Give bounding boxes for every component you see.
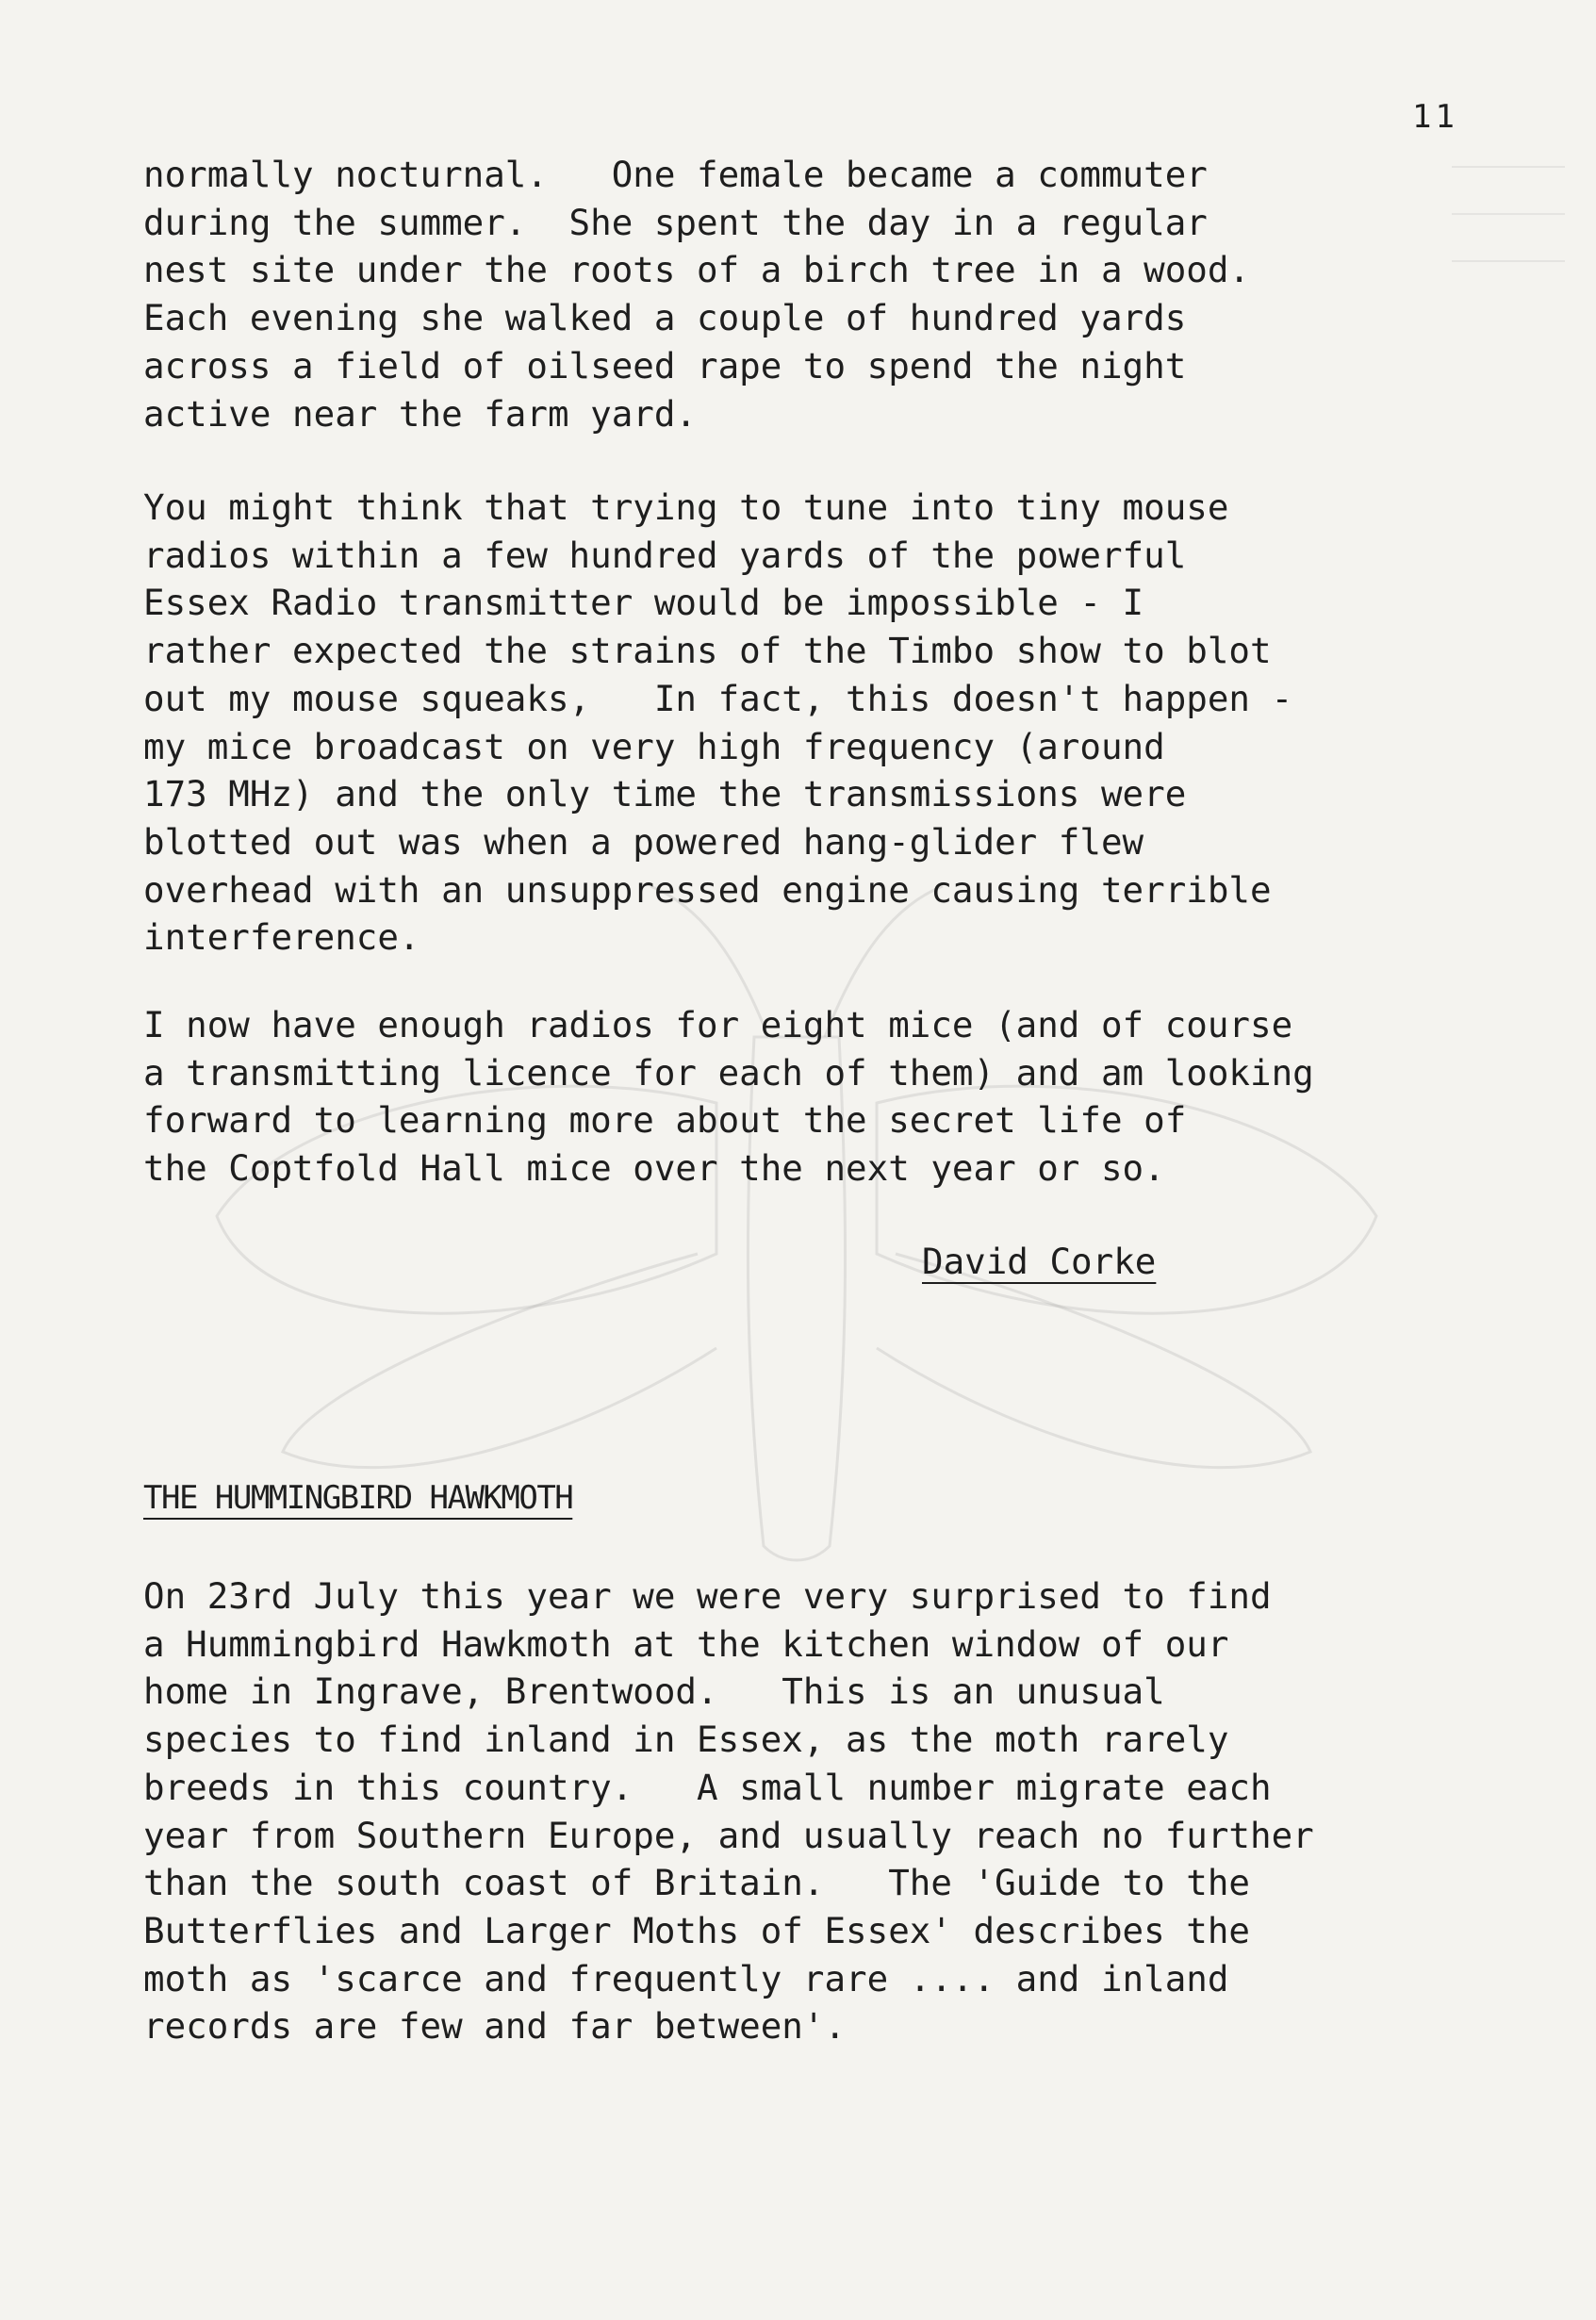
section-heading: THE HUMMINGBIRD HAWKMOTH xyxy=(143,1479,573,1517)
paragraph-hawkmoth-sighting: On 23rd July this year we were very surprised to find a Hummingbird Hawkmoth at the kitchen window of our home in Ingrave, Brentwood. This is an unusual species to find inland in Essex, as the moth rarely breeds in this country. A small number migrate each year from Southern Europe, and usually reach no further than the south coast of Britain. The 'Guide to the Butterflies and Larger Moths of Essex' describes the moth as 'scarce and frequently rare .... and inland records are few and far between'. xyxy=(143,1575,1314,2048)
author-signature: David Corke xyxy=(922,1241,1157,1282)
paragraph-mouse-commuter: normally nocturnal. One female became a commuter during the summer. She spent the day in a regular nest site under the roots of a birch tree in a wood. Each evening she walked a couple of hundred yards across a field of oilseed rape to spend the night active near the farm yard. xyxy=(143,154,1250,435)
paragraph-radios-for-mice: I now have enough radios for eight mice (and of course a transmitting licence for each of them) and am looking forward to learning more about the secret life of the Coptfold Hall mice over the next year or so. xyxy=(143,1004,1314,1190)
paragraph-mouse-radios: You might think that trying to tune into tiny mouse radios within a few hundred yards of the powerful Essex Radio transmitter would be impossible - I rather expected the strains of the Timbo show to blot out my mouse squeaks, In fact, this doesn't happen - my mice broadcast on very high frequency (around 173 MHz) and the only time the transmissions were blotted out was when a powered hang-glider flew overhead with an unsuppressed engine causing terrible interference. xyxy=(143,486,1293,959)
page-number: 11 xyxy=(1412,98,1458,136)
